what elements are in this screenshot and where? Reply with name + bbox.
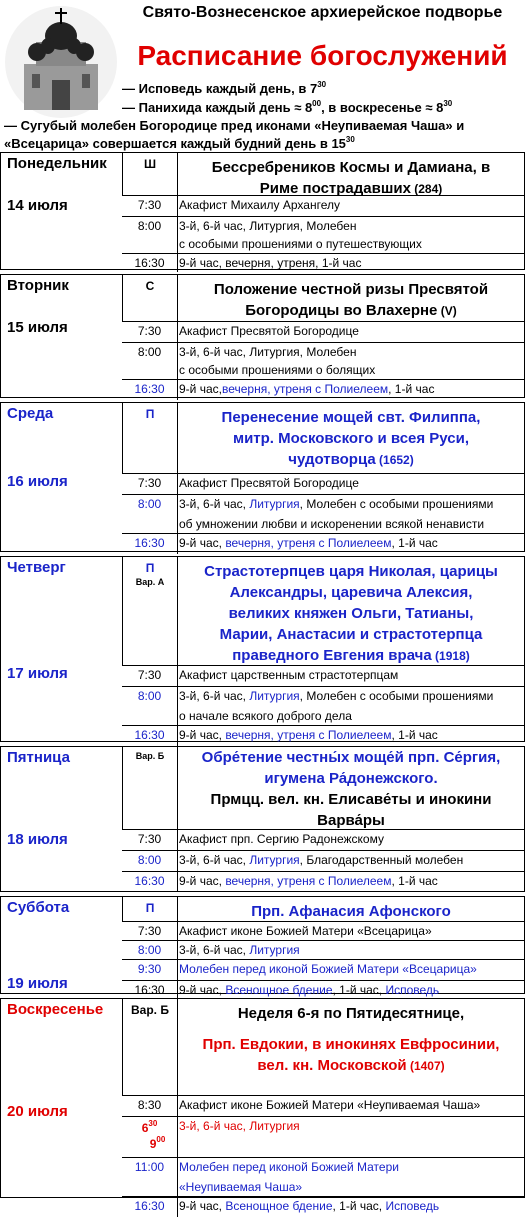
service-text: Акафист прп. Сергию Радонежскому [179,832,384,846]
service-text: Акафист иконе Божией Матери «Всецарица» [179,924,432,938]
service-variant: Вар. Б [135,751,165,761]
service-rows [122,195,524,272]
day-name: Понедельник [7,155,107,172]
day-block [0,556,525,742]
service-time: 8:30 [137,1098,162,1112]
service-row [122,1095,524,1116]
service-mark-cell [122,403,178,473]
day-date: 18 июля [7,831,68,848]
service-mark: П [145,407,155,421]
feast-title: Положение честной ризы Пресвятой Богородицы во Влахерне (V) [213,281,489,319]
service-time: 16:30 [134,382,165,396]
service-mark-cell [122,275,178,321]
moleben-note-2: «Всецарица» совершается каждый будний день в $15^{30}$ [4,135,355,151]
service-row [122,871,524,892]
service-text: 3-й, 6-й час, Литургия, Благодарственный молебен [179,853,464,867]
service-row [122,1157,524,1178]
service-text: с особыми прошениями о болящих [179,363,376,377]
service-row [122,1116,524,1157]
service-text: 3-й, 6-й час, Литургия, Молебен [179,219,357,233]
header [0,0,525,152]
service-rows [122,473,524,554]
day-block [0,402,525,552]
service-time: $6^{30}$ $9^{00}$ [141,1119,166,1151]
service-text: 9-й час, вечерня, утреня, 1-й час [179,256,362,270]
service-row [122,980,524,999]
service-time: 16:30 [134,728,165,742]
service-row [122,921,524,940]
service-row [122,216,524,235]
service-row [122,533,524,554]
service-time: 7:30 [137,668,162,682]
service-text: 9-й час, вечерня, утреня с Полиелеем, 1-й час [179,874,438,888]
service-row [122,686,524,707]
day-date: 20 июля [7,1103,68,1120]
day-date: 19 июля [7,975,68,992]
service-row [122,473,524,494]
service-mark: Ш [143,157,157,171]
day-name: Пятница [7,749,70,766]
service-time: 8:00 [137,689,162,703]
service-time: 8:00 [137,345,162,359]
day-block [0,274,525,398]
service-time: 16:30 [134,874,165,888]
service-row [122,1178,524,1196]
service-row [122,725,524,746]
service-text: Молебен перед иконой Божией Матери [179,1160,399,1174]
service-text: Акафист иконе Божией Матери «Неупиваемая Чаша» [179,1098,481,1112]
day-date: 15 июля [7,319,68,336]
service-row [122,665,524,686]
service-row [122,379,524,400]
service-row [122,235,524,253]
service-mark-cell [122,153,178,195]
service-mark: П [145,561,155,575]
confession-note: — Исповедь каждый день, в $7^{30}$ [122,80,327,96]
service-rows [122,829,524,892]
service-text: о начале всякого доброго дела [179,709,352,723]
service-time: 16:30 [134,536,165,550]
service-text: 9-й час, вечерня, утреня с Полиелеем, 1-й час [179,728,438,742]
service-time: 7:30 [137,924,162,938]
service-time: 9:30 [137,962,162,976]
day-name: Четверг [7,559,66,576]
service-text: с особыми прошениями о путешествующих [179,237,422,251]
service-row [122,515,524,533]
service-text: Молебен перед иконой Божией Матери «Всецарица» [179,962,477,976]
day-name: Среда [7,405,54,422]
feast-title: Обре́тение честны́х моще́й прп. Се́ргия, игумена Ра́донежского. Прмцц. вел. кн. Елисаве́ты и инокини Варва́ры [179,747,523,831]
service-rows [122,1095,524,1217]
service-text: 9-й час, вечерня, утреня с Полиелеем, 1-й час [179,536,438,550]
service-row [122,1196,524,1217]
feast-title: Перенесение мощей свт. Филиппа, митр. Московского и всея Руси, чудотворца (1652) [221,409,481,468]
service-text: Акафист царственным страстотерпцам [179,668,399,682]
service-time: 7:30 [137,324,162,338]
service-text: Акафист Пресвятой Богородице [179,476,359,490]
panikhida-note: — Панихида каждый день ≈ $8^{00}$, в воскресенье ≈ $8^{30}$ [122,99,453,115]
service-row [122,195,524,216]
feast-title: Прп. Афанасия Афонского [251,903,451,920]
church-icon [2,2,120,120]
service-mark-cell [122,999,178,1095]
service-row [122,850,524,871]
service-text: 3-й, 6-й час, Литургия, Молебен с особыми прошениями [179,689,494,703]
service-mark: Вар. Б [131,1003,169,1017]
service-row [122,342,524,361]
service-row [122,829,524,850]
service-row [122,959,524,980]
service-text: 9-й час, Всенощное бдение, 1-й час, Исповедь [179,1199,440,1213]
service-time: 11:00 [134,1160,165,1174]
day-block [0,896,525,997]
service-text: Акафист Пресвятой Богородице [179,324,359,338]
day-date: 14 июля [7,197,68,214]
service-text: «Неупиваемая Чаша» [179,1180,303,1194]
moleben-note-1: — Сугубый молебен Богородице пред иконами «Неупиваемая Чаша» и [4,118,465,133]
day-name: Воскресенье [7,1001,104,1018]
service-time: 7:30 [137,198,162,212]
service-time: 16:30 [134,983,165,997]
service-text: об умножении любви и искоренении всякой ненависти [179,517,485,531]
service-mark: С [145,279,155,293]
service-mark-cell [122,557,178,665]
day-block [0,152,525,270]
feast-title: Бессребреников Космы и Дамиана, в Риме пострадавших (284) [211,159,491,197]
day-name: Вторник [7,277,69,294]
service-time: 8:00 [137,853,162,867]
service-row [122,253,524,272]
service-mark-cell [122,897,178,921]
service-text: 3-й, 6-й час, Литургия, Молебен [179,345,357,359]
service-time: 7:30 [137,832,162,846]
service-text: 9-й час,вечерня, утреня с Полиелеем, 1-й час [179,382,435,396]
service-time: 8:00 [137,943,162,957]
day-name: Суббота [7,899,70,916]
service-text: 9-й час, Всенощное бдение, 1-й час, Исповедь [179,983,440,997]
day-date: 17 июля [7,665,68,682]
service-time: 8:00 [137,219,162,233]
feast-title-secondary: Прмцц. вел. кн. Елисаве́ты и инокини Варва́ры [210,791,492,829]
feast-title: Неделя 6-я по Пятидесятнице, Прп. Евдокии, в инокинях Евфросинии, вел. кн. Московской (1407) [179,1003,523,1077]
service-text: 3-й, 6-й час, Литургия [179,1119,300,1133]
service-row [122,940,524,959]
service-time: 16:30 [134,1199,165,1213]
service-row [122,361,524,379]
service-text: 3-й, 6-й час, Литургия [179,943,300,957]
service-rows [122,665,524,746]
service-mark-cell [122,747,178,829]
service-row [122,707,524,725]
service-time: 7:30 [137,476,162,490]
day-date: 16 июля [7,473,68,490]
service-text: 3-й, 6-й час, Литургия, Молебен с особыми прошениями [179,497,494,511]
service-time: 8:00 [137,497,162,511]
service-row [122,321,524,342]
service-text: Акафист Михаилу Архангелу [179,198,340,212]
service-variant: Вар. А [135,577,165,587]
service-time: 16:30 [134,256,165,270]
service-rows [122,921,524,999]
service-mark: П [145,901,155,915]
page-title: Свято-Вознесенское архиерейское подворье [142,4,503,21]
day-block [0,998,525,1213]
feast-title: Страстотерпцев царя Николая, царицы Александры, царевича Алексия, великих княжен Ольги, Татианы, Марии, Анастасии и страстотерпца праведного Евгения врача (1918) [204,563,498,664]
service-row [122,494,524,515]
service-rows [122,321,524,400]
feast-title-secondary: Прп. Евдокии, в инокинях Евфросинии, вел. кн. Московской (1407) [202,1036,500,1074]
schedule-heading: Расписание богослужений [137,40,508,71]
day-block [0,746,525,892]
